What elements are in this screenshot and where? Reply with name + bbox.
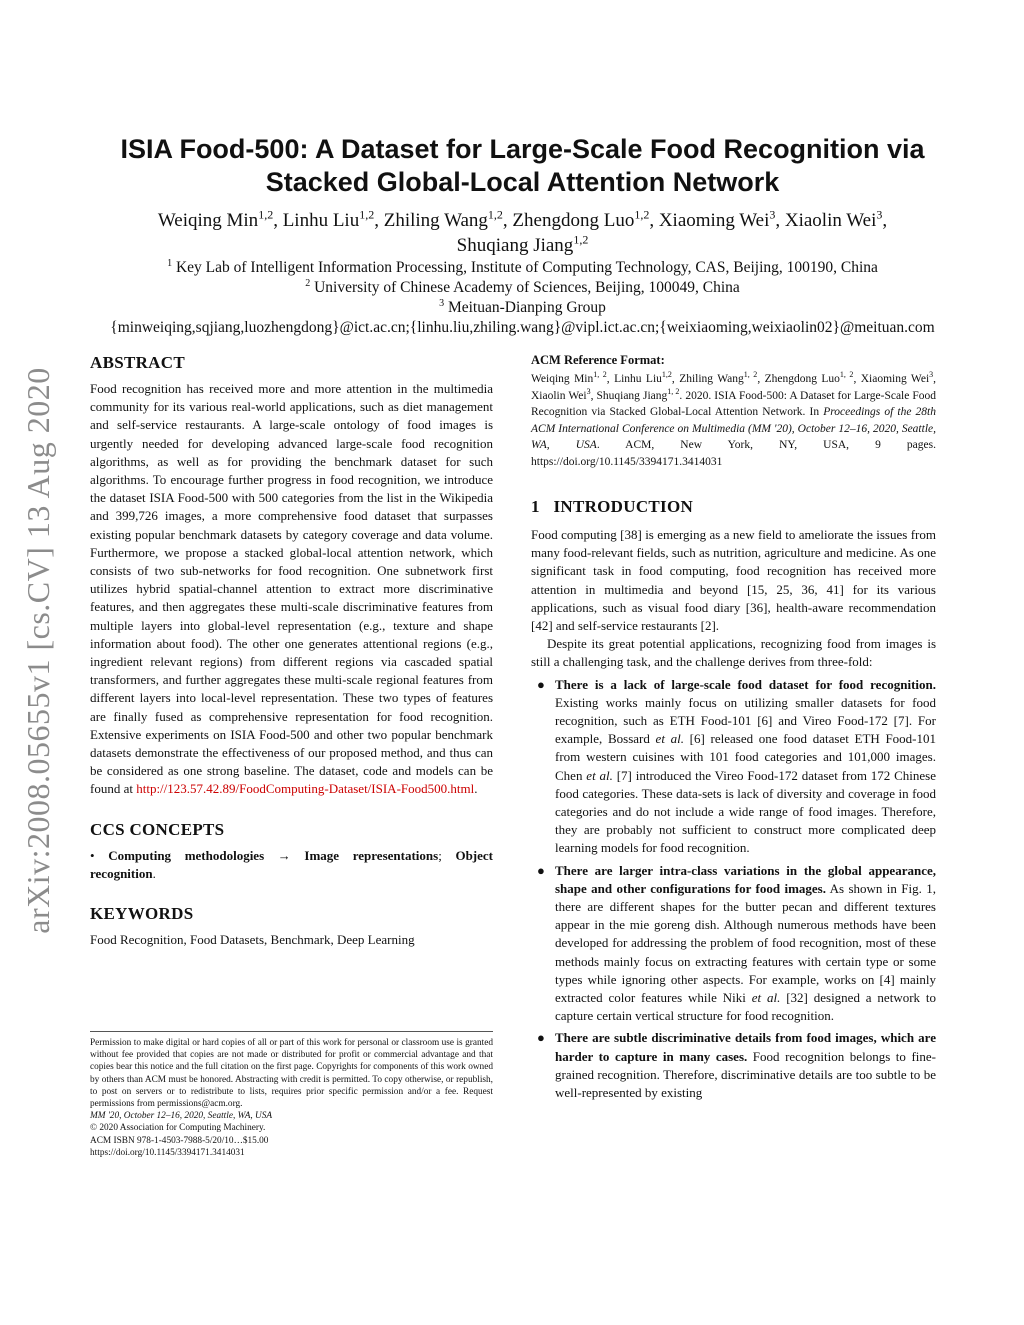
list-item: ● There is a lack of large-scale food dataset for food recognition. Existing works mainly focus on utilizing smaller datasets for food recognition, such as ETH Food-101 [6] and Vireo Food-172 [7]. For example, Bossard et al. [6] released one food dataset ETH Food-101 from western cuisines with 101 food categories and 101,000 images. Chen et al. [7] introduced the Vireo Food-172 dataset from 172 Chinese food categories. These data-sets is lack of diversity and coverage in food categories and do not include a wide range of food images. Therefore, they are probably not sufficient to construct more complicated deep learning models for food recognition. xyxy=(537,676,937,856)
reference-author: Xiaolin Wei xyxy=(531,389,587,402)
abstract-body: Food recognition has received more and more attention in the multimedia community for its various real-world applications, such as diet management and self-service restaurants. A large-scale ontology of food images is urgently needed for developing advanced large-scale food recognition algorithms, as well as for providing the benchmark dataset for such algorithms. To encourage further progress in food recognition, we introduce the dataset ISIA Food-500 with 500 categories from the list in the Wikipedia and 399,726 images, a more comprehensive food dataset that surpasses existing popular benchmark datasets by category coverage and data volume. Furthermore, we propose a stacked global-local attention network, which consists of two sub-networks for food recognition. One subnetwork first utilizes hybrid spatial-channel attention to extract more discriminative features, and then aggregates these multi-scale discriminative features from multiple layers into global-level representation (e.g., texture and shape information about food). The other one generates attentional regions (e.g., ingredient relevant regions) from different regions via cascaded spatial transformers, and further aggregates these multi-scale regional features from different layers into local-level representation. These two types of features are finally fused as comprehensive representation for food recognition. Extensive experiments on ISIA Food-500 and other two popular benchmark datasets demonstrate the effectiveness of our proposed method, and thus can be considered as one strong baseline. The dataset, code and models can be found at xyxy=(90,381,493,797)
abstract-heading: ABSTRACT xyxy=(90,353,185,372)
author-name: Zhengdong Luo xyxy=(512,210,635,231)
author-name: Shuqiang Jiang xyxy=(456,235,574,256)
introduction-paragraph-2: Despite its great potential applications, recognizing food from images is still a challenging task, and the challenge derives from three-fold: xyxy=(531,636,936,670)
affiliation xyxy=(70,298,975,318)
list-item: ● There are larger intra-class variations in the global appearance, shape and other configurations for food images. As shown in Fig. 1, there are different shapes for the butter pecan and different textures appear in the mie goreng dish. Although numerous methods have been developed for addressing the problem of food recognition, most of these methods mainly focus on extracting features with certain type or some types while ignoring other aspects. For example, works on [4] mainly extracted color features while Niki et al. [32] designed a network to capture certain vertical structure for food recognition. xyxy=(537,862,937,1024)
title-line-1: ISIA Food-500: A Dataset for Large-Scale Food Recognition via xyxy=(120,134,925,164)
bullet-icon: ● xyxy=(537,676,545,692)
ccs-concept-1: Computing methodologies → Image representations xyxy=(108,847,439,863)
author-name: Zhiling Wang xyxy=(383,210,488,231)
isbn-info: ACM ISBN 978-1-4503-7988-5/20/10…$15.00 xyxy=(90,1135,269,1146)
affiliation-mark: 2 xyxy=(305,277,311,289)
introduction-paragraph-1: Food computing [38] is emerging as a new field to ameliorate the issues from many food-relevant fields, such as nutrition, agriculture and medicine. As one significant task in food computing, food recognition has received more attention in multimedia and beyond [15, 25, 36, 41] for its various applications, such as visual food diary [36], health-aware recommendation [42] and self-service restaurants [2]. xyxy=(531,527,936,634)
right-column xyxy=(531,352,936,1102)
abstract-text: Food recognition has received more and more attention in the multimedia community for its various real-world applications, such as diet management and self-service restaurants. A large-scale ontology of food images is urgently needed for developing advanced large-scale food recognition algorithms, as well as for providing the benchmark dataset for such algorithms. To encourage further progress in food recognition, we introduce the dataset ISIA Food-500 with 500 categories from the list in the Wikipedia and 399,726 images, a more comprehensive food dataset that surpasses existing popular benchmark datasets by category coverage and data volume. Furthermore, we propose a stacked global-local attention network, which consists of two sub-networks for food recognition. One subnetwork first utilizes hybrid spatial-channel attention to extract more discriminative features, and then aggregates these multi-scale discriminative features from multiple layers into global-level representation (e.g., texture and shape information about food). The other one generates attentional regions (e.g., ingredient relevant regions) from different regions via cascaded spatial transformers, and further aggregates these multi-scale regional features from different layers into local-level representation. These two types of features are finally fused as comprehensive representation for food recognition. Extensive experiments on ISIA Food-500 and other two popular benchmark datasets demonstrate the effectiveness of our proposed method, and thus can be considered as one strong baseline. The dataset, code and models can be found at http://123.57.42.89/FoodComputing-Dataset/ISIA-Food500.html. xyxy=(90,381,493,797)
introduction-heading: 1 INTRODUCTION xyxy=(531,497,694,516)
author-affiliation-mark: 1,2 xyxy=(359,207,375,222)
author-affiliation-mark: 1,2 xyxy=(634,207,650,222)
author-emails: {minweiqing,sqjiang,luozhengdong}@ict.ac.cn;{linhu.liu,zhiling.wang}@vipl.ict.ac.cn;{weixiaoming,weixiaolin02}@meituan.com xyxy=(110,319,935,336)
reference-author: Xiaoming Wei xyxy=(860,373,930,385)
list-item: ● There are subtle discriminative details from food images, which are harder to capture in many cases. Food recognition belongs to fine-grained recognition. Therefore, discriminative details are too subtle to be well-represented by existing xyxy=(537,1030,936,1101)
keywords-heading: KEYWORDS xyxy=(90,904,194,924)
arxiv-side-stamp xyxy=(8,340,68,960)
author-affiliation-mark: 1,2 xyxy=(258,207,274,222)
acm-reference-proceedings: Proceedings of the 28th ACM International Conference on Multimedia (MM '20), October 12–16, 2020, Seattle, WA, USA xyxy=(531,406,936,451)
ccs-concepts-text: • Computing methodologies → Image representations; Object recognition. xyxy=(90,847,493,881)
acm-reference-text: Weiqing Min$^{1, 2}$, Linhu Liu$^{1,2}$, Zhiling Wang$^{1, 2}$, Zhengdong Luo$^{1, 2}$, Xiaoming Wei$^3$, Xiaolin Wei$^3$, Shuqiang Jiang$^{1, 2}$. 2020. ISIA Food-500: A Dataset for Large-Scale Food Recognition via Stacked Global-Local Attention Network. In Proceedings of the 28th ACM International Conference on Multimedia (MM '20), October 12–16, 2020, Seattle, WA, USA. ACM, New York, NY, USA, 9 pages. https://doi.org/10.1145/3394171.3414031 xyxy=(531,370,937,468)
affiliation xyxy=(70,278,975,298)
reference-author: Zhengdong Luo xyxy=(764,373,840,385)
reference-author: Zhiling Wang xyxy=(679,373,744,385)
reference-author: Shuqiang Jiang xyxy=(596,389,668,402)
affiliation-list xyxy=(70,258,975,318)
affiliation-mark: 3 xyxy=(439,297,445,309)
affiliation-text: Key Lab of Intelligent Information Processing, Institute of Computing Technology, CAS, Beijing, 100190, China xyxy=(175,259,878,276)
author-line-2 xyxy=(70,233,975,258)
author-affiliation-mark: 1,2 xyxy=(573,232,589,247)
permission-footnote xyxy=(90,1031,493,1159)
author-name: Weiqing Min xyxy=(157,210,259,231)
affiliation-mark: 1 xyxy=(167,257,173,269)
author-affiliation-mark: 3 xyxy=(769,207,776,222)
dataset-link[interactable]: http://123.57.42.89/FoodComputing-Dataset/ISIA-Food500.html xyxy=(136,781,475,797)
copyright-notice: © 2020 Association for Computing Machinery. xyxy=(90,1123,266,1134)
keywords-text: Food Recognition, Food Datasets, Benchmark, Deep Learning xyxy=(90,932,415,948)
ccs-concept-2: Object recognition xyxy=(90,847,493,881)
author-line-1: Weiqing Min$^{1,2}$, Linhu Liu$^{1,2}$, Zhiling Wang$^{1,2}$, Zhengdong Luo$^{1,2}$, Xiaoming Wei$^3$, Xiaolin Wei$^3$, xyxy=(157,207,888,231)
reference-author: Linhu Liu xyxy=(614,373,662,385)
author-affiliation-mark: 3 xyxy=(876,207,883,222)
doi-link[interactable]: https://doi.org/10.1145/3394171.3414031 xyxy=(90,1147,245,1158)
author-name: Xiaolin Wei xyxy=(784,210,877,231)
ccs-heading: CCS CONCEPTS xyxy=(90,819,225,839)
challenge-list xyxy=(531,676,936,1103)
conference-info: MM '20, October 12–16, 2020, Seattle, WA, USA xyxy=(90,1111,273,1122)
paper-title xyxy=(70,133,975,199)
author-affiliation-mark: 1,2 xyxy=(487,207,503,222)
title-line-2: Stacked Global-Local Attention Network xyxy=(265,167,780,197)
title-block xyxy=(70,133,975,338)
arxiv-identifier: arXiv:2008.05655v1 [cs.CV] 13 Aug 2020 xyxy=(19,366,56,934)
bullet-icon: ● xyxy=(537,862,545,878)
permission-notice: Permission to make digital or hard copies of all or part of this work for personal or classroom use is granted without fee provided that copies are not made or distributed for profit or commercial advantage and that copies bear this notice and the full citation on the first page. Copyrights for components of this work owned by others than ACM must be honored. Abstracting with credit is permitted. To copy otherwise, or republish, to post on servers or to redistribute to lists, requires prior specific permission and/or a fee. Request permissions from permissions@acm.org. xyxy=(90,1038,493,1110)
acm-reference-heading: ACM Reference Format: xyxy=(531,353,665,367)
author-name: Linhu Liu xyxy=(282,210,360,231)
affiliation-text: Meituan-Dianping Group xyxy=(447,299,606,316)
affiliation xyxy=(70,258,975,278)
left-column xyxy=(90,352,493,949)
author-name: Xiaoming Wei xyxy=(658,210,770,231)
reference-author: Weiqing Min xyxy=(531,373,594,385)
bullet-icon: ● xyxy=(537,1030,545,1046)
affiliation-text: University of Chinese Academy of Sciences, Beijing, 100049, China xyxy=(314,279,740,296)
author-list xyxy=(70,208,975,258)
acm-reference-authors: Weiqing Min$^{1, 2}$, Linhu Liu$^{1,2}$, Zhiling Wang$^{1, 2}$, Zhengdong Luo$^{1, 2}$, Xiaoming Wei$^3$, Xiaolin Wei$^3$, Shuqiang Jiang$^{1, 2}$. xyxy=(531,370,937,402)
